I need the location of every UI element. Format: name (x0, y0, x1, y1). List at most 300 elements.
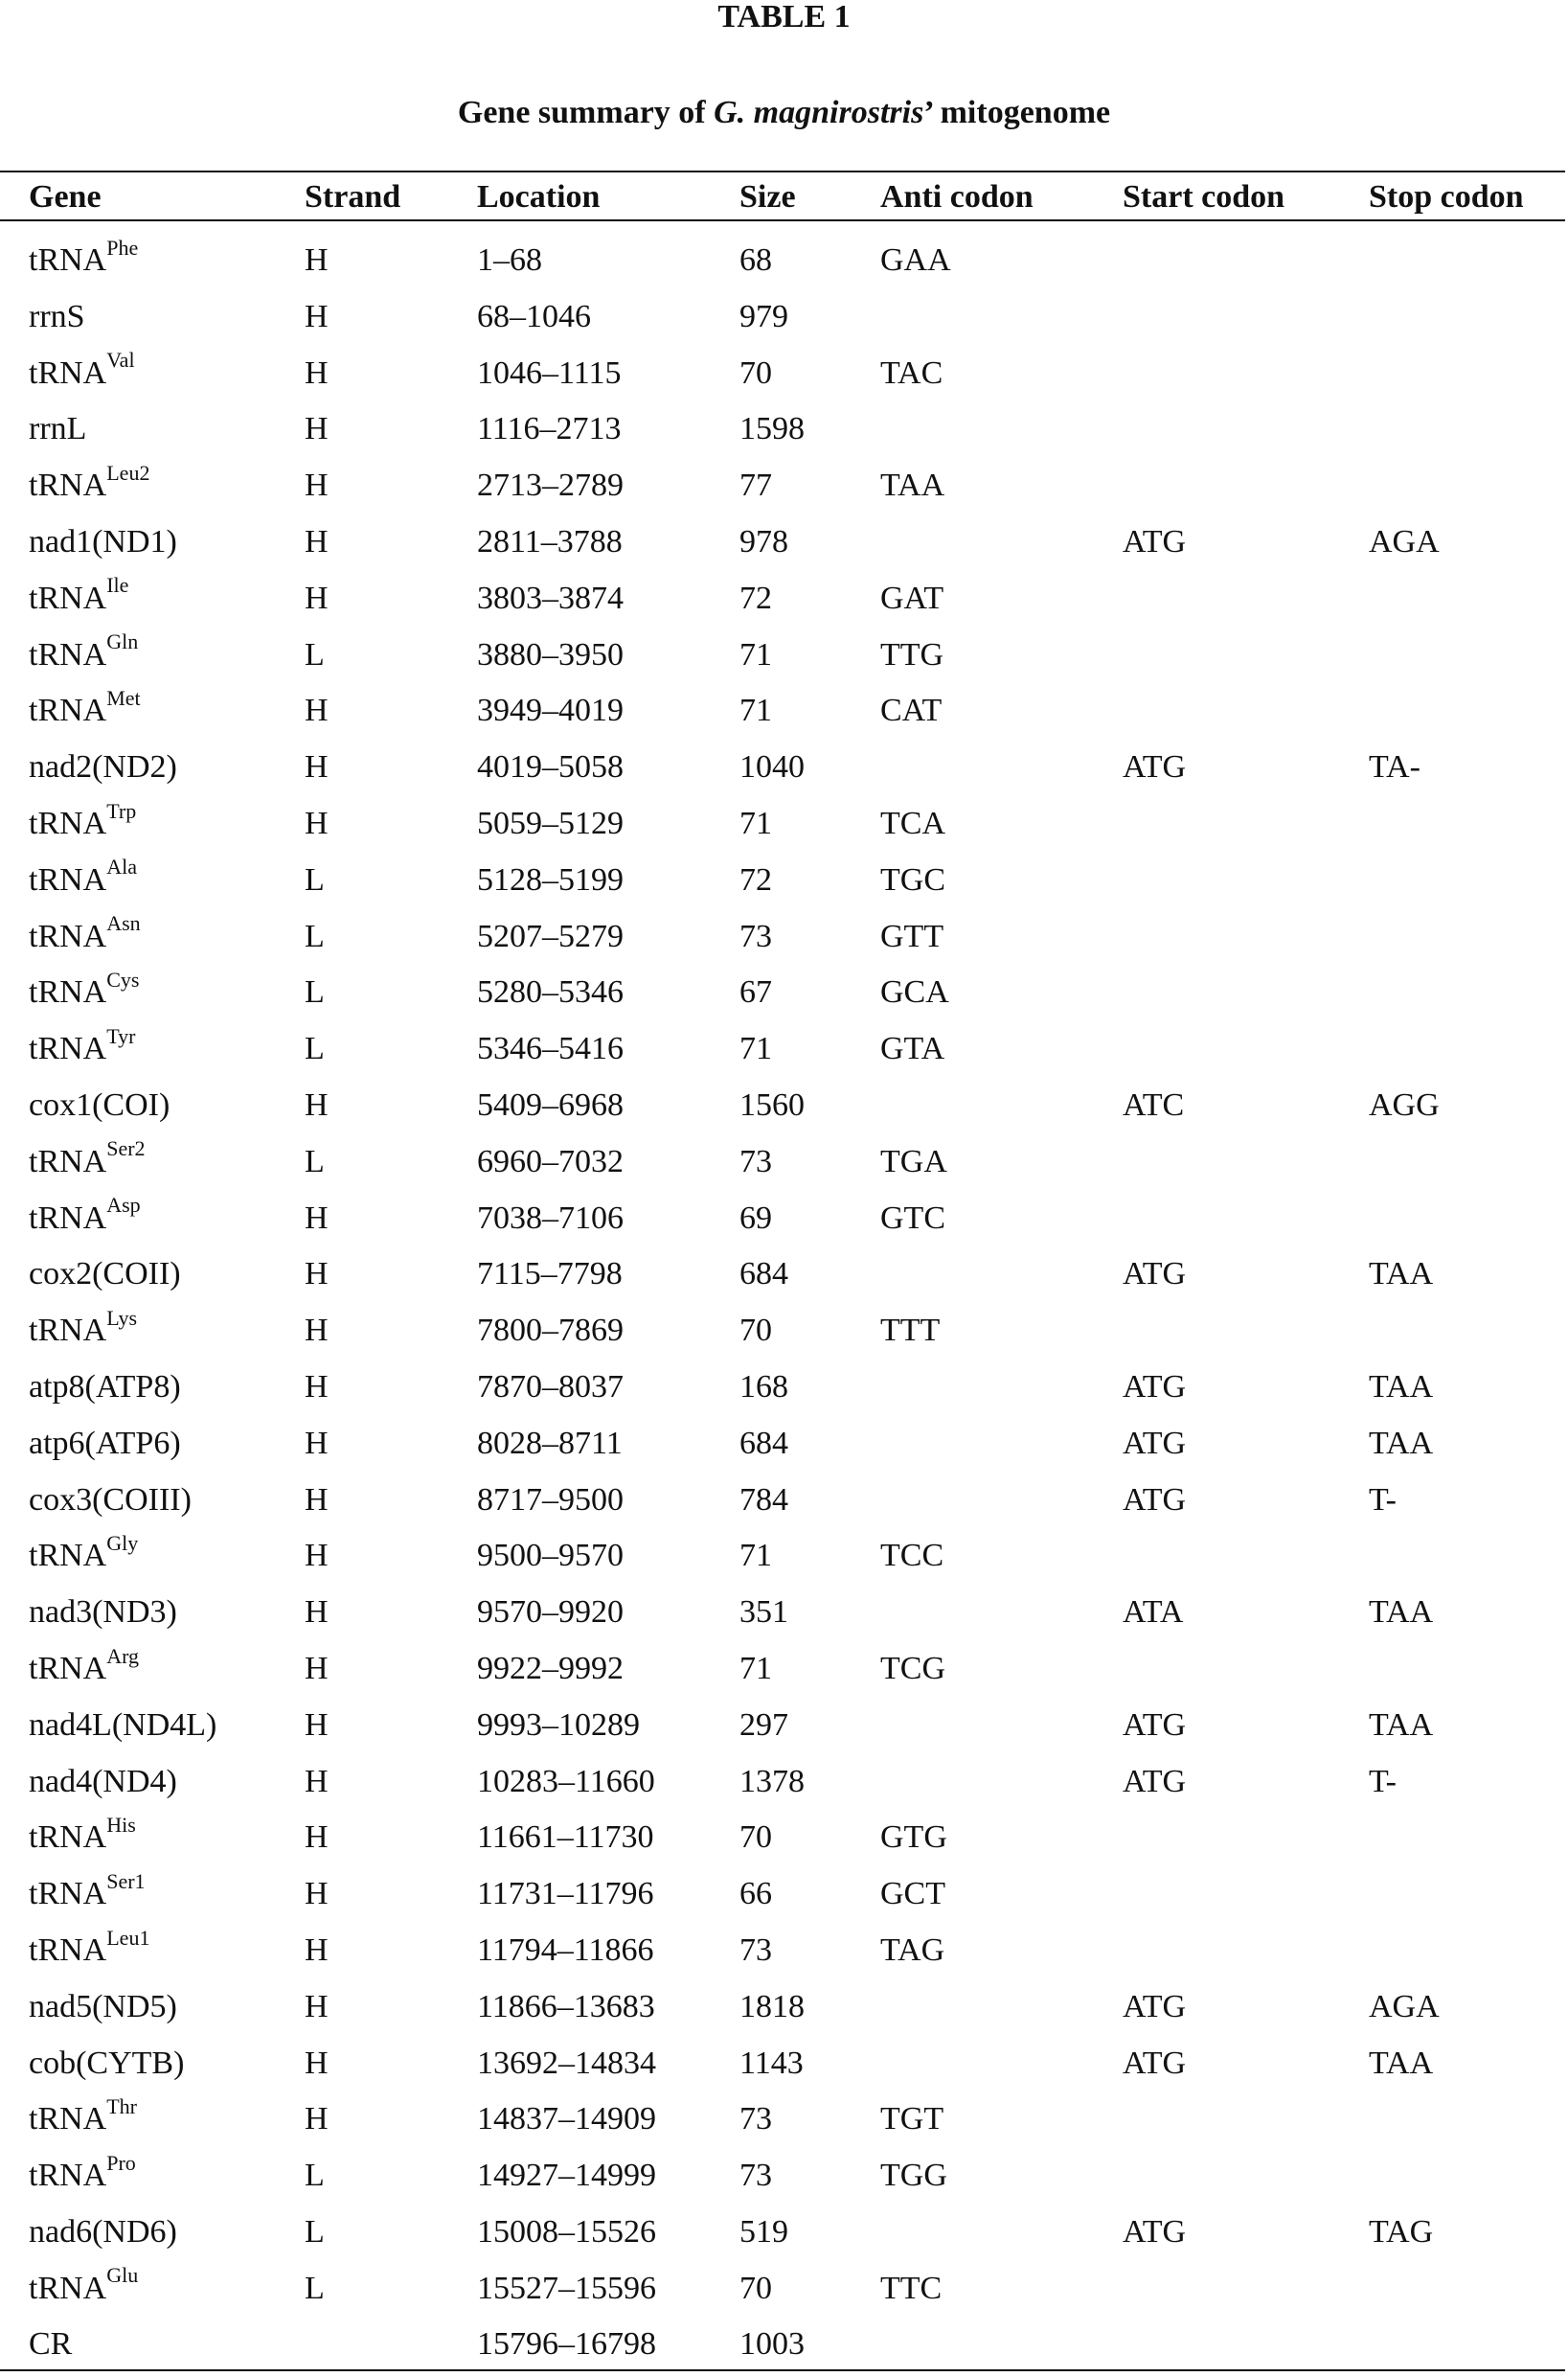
gene-superscript: Tyr (106, 1023, 136, 1048)
gene-name: rrnL (29, 411, 87, 447)
cell-location: 3880–3950 (477, 636, 624, 673)
cell-size: 519 (739, 2213, 788, 2250)
table-row (0, 687, 1568, 743)
cell-strand: H (305, 1594, 329, 1631)
gene-superscript: Pro (106, 2150, 136, 2175)
cell-size: 1560 (739, 1086, 805, 1123)
cell-location: 8028–8711 (477, 1425, 623, 1461)
cell-strand: H (305, 1538, 329, 1574)
cell-strand: H (305, 1425, 329, 1461)
cell-gene (29, 1191, 141, 1247)
gene-name: tRNA (29, 861, 107, 898)
cell-anti-codon: TCA (880, 805, 945, 841)
gene-name: nad1(ND1) (29, 523, 177, 560)
cell-location: 8717–9500 (477, 1481, 624, 1518)
cell-size: 73 (739, 1143, 772, 1179)
cell-start-codon: ATG (1123, 749, 1187, 786)
table-row (0, 2095, 1568, 2152)
cell-stop-codon: TAA (1369, 1425, 1434, 1461)
cell-strand: H (305, 1763, 329, 1799)
table-header-row (0, 176, 1568, 218)
cell-strand: H (305, 468, 329, 504)
cell-size: 72 (739, 861, 772, 898)
cell-start-codon: ATG (1123, 1368, 1187, 1405)
cell-gene (29, 853, 137, 909)
gene-superscript: Gly (106, 1531, 139, 1555)
gene-superscript: Asn (106, 911, 141, 936)
cell-stop-codon: TA- (1369, 749, 1420, 786)
cell-stop-codon: TAA (1369, 2045, 1434, 2081)
cell-location: 9922–9992 (477, 1650, 624, 1686)
gene-name: nad3(ND3) (29, 1594, 177, 1631)
cell-location: 5128–5199 (477, 861, 624, 898)
cell-start-codon: ATG (1123, 1763, 1187, 1799)
cell-location: 14927–14999 (477, 2158, 656, 2194)
cell-stop-codon: AGA (1369, 523, 1440, 560)
gene-superscript: Thr (106, 2093, 137, 2118)
gene-superscript: His (106, 1812, 136, 1837)
table-row (0, 237, 1568, 293)
cell-strand: H (305, 298, 329, 334)
cell-start-codon: ATG (1123, 1481, 1187, 1518)
cell-strand: H (305, 2045, 329, 2081)
gene-name: cob(CYTB) (29, 2045, 185, 2081)
cell-anti-codon: TGA (880, 1143, 947, 1179)
cell-stop-codon: TAA (1369, 1256, 1434, 1292)
cell-gene (29, 1585, 177, 1641)
cell-anti-codon: GTA (880, 1031, 945, 1067)
table-row (0, 1645, 1568, 1702)
table-label: TABLE 1 (717, 0, 851, 34)
gene-name: nad5(ND5) (29, 1988, 177, 2024)
cell-gene (29, 2317, 72, 2373)
cell-size: 351 (739, 1594, 788, 1631)
table-row (0, 1758, 1568, 1815)
cell-location: 5207–5279 (477, 918, 624, 954)
gene-name: tRNA (29, 1538, 107, 1574)
cell-location: 2713–2789 (477, 468, 624, 504)
cell-anti-codon: GAT (880, 580, 944, 616)
gene-superscript: Glu (106, 2263, 139, 2288)
gene-name: tRNA (29, 580, 107, 616)
cell-size: 77 (739, 468, 772, 504)
table-row (0, 800, 1568, 857)
gene-superscript: Phe (106, 235, 139, 260)
column-header-gene: Gene (29, 179, 102, 215)
cell-strand: H (305, 2101, 329, 2137)
gene-name: tRNA (29, 1931, 107, 1968)
table-row (0, 1363, 1568, 1420)
cell-size: 70 (739, 1313, 772, 1349)
column-header-stop-codon: Stop codon (1369, 179, 1524, 215)
gene-name: tRNA (29, 1313, 107, 1349)
gene-superscript: Trp (106, 798, 137, 823)
cell-gene (29, 796, 136, 853)
cell-size: 1003 (739, 2326, 805, 2363)
table-top-rule (0, 171, 1565, 172)
table-row (0, 857, 1568, 913)
gene-name: tRNA (29, 1650, 107, 1686)
table-row (0, 743, 1568, 800)
gene-name: tRNA (29, 2101, 107, 2137)
cell-location: 15527–15596 (477, 2270, 656, 2306)
cell-size: 73 (739, 918, 772, 954)
gene-name: tRNA (29, 636, 107, 673)
cell-gene (29, 1021, 135, 1078)
gene-name: tRNA (29, 242, 107, 278)
cell-anti-codon: TAC (880, 354, 943, 391)
cell-size: 66 (739, 1876, 772, 1912)
cell-location: 11661–11730 (477, 1819, 654, 1856)
gene-name: cox2(COII) (29, 1256, 181, 1292)
cell-stop-codon: TAA (1369, 1368, 1434, 1405)
cell-strand: H (305, 411, 329, 447)
cell-gene (29, 1754, 177, 1811)
cell-strand: L (305, 2213, 325, 2250)
cell-gene (29, 1078, 170, 1134)
cell-anti-codon: GTC (880, 1200, 945, 1236)
cell-gene (29, 1810, 136, 1866)
cell-size: 69 (739, 1200, 772, 1236)
cell-gene (29, 346, 135, 402)
gene-name: tRNA (29, 354, 107, 391)
table-row (0, 293, 1568, 350)
cell-location: 7115–7798 (477, 1256, 623, 1292)
cell-anti-codon: TAA (880, 468, 945, 504)
cell-anti-codon: TAG (880, 1931, 945, 1968)
cell-size: 1040 (739, 749, 805, 786)
cell-anti-codon: GTT (880, 918, 944, 954)
table-bottom-rule (0, 2369, 1565, 2371)
cell-strand: L (305, 1143, 325, 1179)
cell-strand: H (305, 580, 329, 616)
gene-name: nad2(ND2) (29, 749, 177, 786)
table-row (0, 1870, 1568, 1927)
cell-gene (29, 571, 128, 628)
cell-size: 684 (739, 1256, 788, 1292)
cell-gene (29, 1416, 181, 1473)
cell-gene (29, 2261, 138, 2318)
cell-stop-codon: T- (1369, 1763, 1397, 1799)
cell-strand: L (305, 918, 325, 954)
cell-strand: H (305, 805, 329, 841)
cell-location: 3803–3874 (477, 580, 624, 616)
cell-gene (29, 1360, 181, 1416)
cell-size: 73 (739, 2101, 772, 2137)
cell-anti-codon: GCT (880, 1876, 945, 1912)
cell-gene (29, 1698, 216, 1754)
cell-strand: H (305, 1200, 329, 1236)
cell-location: 13692–14834 (477, 2045, 656, 2081)
cell-gene (29, 683, 141, 740)
cell-strand: H (305, 1931, 329, 1968)
gene-name: tRNA (29, 1876, 107, 1912)
cell-gene (29, 909, 141, 966)
gene-name: tRNA (29, 1143, 107, 1179)
table-row (0, 913, 1568, 970)
cell-location: 11866–13683 (477, 1988, 655, 2024)
cell-size: 71 (739, 1031, 772, 1067)
cell-strand: H (305, 693, 329, 729)
cell-strand: L (305, 2158, 325, 2194)
table-row (0, 350, 1568, 406)
cell-size: 70 (739, 2270, 772, 2306)
cell-gene (29, 965, 139, 1021)
cell-stop-codon: TAG (1369, 2213, 1434, 2250)
gene-name: nad6(ND6) (29, 2213, 177, 2250)
table-row (0, 1307, 1568, 1363)
table-row (0, 2152, 1568, 2208)
cell-strand: H (305, 1706, 329, 1743)
cell-location: 14837–14909 (477, 2101, 656, 2137)
cell-anti-codon: TTT (880, 1313, 941, 1349)
table-row (0, 1195, 1568, 1251)
gene-name: tRNA (29, 974, 107, 1011)
gene-superscript: Ser2 (106, 1136, 146, 1161)
gene-name: nad4(ND4) (29, 1763, 177, 1799)
cell-stop-codon: AGG (1369, 1086, 1440, 1123)
cell-size: 73 (739, 2158, 772, 2194)
table-row (0, 1927, 1568, 1983)
cell-strand: L (305, 1031, 325, 1067)
gene-name: CR (29, 2326, 73, 2363)
gene-name: tRNA (29, 468, 107, 504)
column-header-strand: Strand (305, 179, 401, 215)
column-header-anti-codon: Anti codon (880, 179, 1034, 215)
cell-gene (29, 2091, 137, 2148)
cell-stop-codon: TAA (1369, 1594, 1434, 1631)
cell-anti-codon: GAA (880, 242, 951, 278)
cell-gene (29, 1473, 192, 1529)
cell-size: 979 (739, 298, 788, 334)
cell-size: 71 (739, 1650, 772, 1686)
cell-strand: L (305, 636, 325, 673)
cell-size: 978 (739, 523, 788, 560)
cell-gene (29, 2205, 177, 2261)
gene-name: rrnS (29, 298, 85, 334)
cell-location: 1116–2713 (477, 411, 622, 447)
table-row (0, 2265, 1568, 2321)
cell-gene (29, 740, 177, 796)
cell-location: 4019–5058 (477, 749, 624, 786)
gene-name: tRNA (29, 1819, 107, 1856)
cell-strand: L (305, 861, 325, 898)
cell-strand: H (305, 242, 329, 278)
table-caption (0, 94, 1568, 132)
cell-gene (29, 1134, 146, 1191)
cell-strand: H (305, 749, 329, 786)
gene-superscript: Ile (106, 573, 129, 598)
cell-strand: H (305, 1368, 329, 1405)
table-body (0, 237, 1568, 2377)
cell-start-codon: ATG (1123, 1706, 1187, 1743)
gene-name: atp6(ATP6) (29, 1425, 181, 1461)
cell-strand: H (305, 1819, 329, 1856)
caption-species: G. magnirostris (714, 95, 924, 130)
gene-superscript: Cys (106, 968, 140, 993)
gene-name: tRNA (29, 2158, 107, 2194)
cell-anti-codon: TTG (880, 636, 944, 673)
gene-name: tRNA (29, 805, 107, 841)
gene-superscript: Ser1 (106, 1868, 146, 1893)
cell-anti-codon: TGG (880, 2158, 947, 2194)
cell-gene (29, 1303, 137, 1360)
cell-strand: L (305, 974, 325, 1011)
gene-superscript: Ala (106, 855, 137, 880)
table-row (0, 1082, 1568, 1138)
gene-name: nad4L(ND4L) (29, 1706, 217, 1743)
gene-superscript: Leu1 (106, 1925, 150, 1950)
gene-superscript: Arg (106, 1643, 140, 1668)
gene-name: cox3(COIII) (29, 1481, 192, 1518)
table-row (0, 1250, 1568, 1307)
cell-location: 5346–5416 (477, 1031, 624, 1067)
cell-stop-codon: T- (1369, 1481, 1397, 1518)
table-row (0, 1814, 1568, 1870)
cell-location: 11794–11866 (477, 1931, 654, 1968)
table-row (0, 405, 1568, 462)
cell-start-codon: ATA (1123, 1594, 1184, 1631)
cell-strand: H (305, 1988, 329, 2024)
gene-superscript: Lys (106, 1305, 138, 1330)
cell-anti-codon: TCG (880, 1650, 945, 1686)
cell-gene (29, 1979, 177, 2036)
table-row (0, 1138, 1568, 1195)
gene-superscript: Asp (106, 1193, 141, 1218)
gene-name: tRNA (29, 1200, 107, 1236)
cell-location: 11731–11796 (477, 1876, 654, 1912)
table-row (0, 1476, 1568, 1533)
cell-size: 684 (739, 1425, 788, 1461)
table-row (0, 1420, 1568, 1476)
column-header-start-codon: Start codon (1123, 179, 1285, 215)
cell-location: 15796–16798 (477, 2326, 656, 2363)
table-row (0, 462, 1568, 518)
cell-start-codon: ATG (1123, 2213, 1187, 2250)
gene-name: tRNA (29, 693, 107, 729)
cell-gene (29, 514, 177, 571)
cell-size: 71 (739, 1538, 772, 1574)
cell-strand: H (305, 1650, 329, 1686)
cell-location: 9570–9920 (477, 1594, 624, 1631)
table-row (0, 1025, 1568, 1082)
cell-gene (29, 289, 85, 346)
cell-anti-codon: TCC (880, 1538, 944, 1574)
table-row (0, 1532, 1568, 1588)
cell-location: 1046–1115 (477, 354, 622, 391)
cell-start-codon: ATG (1123, 1425, 1187, 1461)
cell-size: 1378 (739, 1763, 805, 1799)
cell-strand: H (305, 1256, 329, 1292)
gene-name: atp8(ATP8) (29, 1368, 181, 1405)
cell-location: 15008–15526 (477, 2213, 656, 2250)
cell-gene (29, 1246, 181, 1303)
cell-size: 67 (739, 974, 772, 1011)
cell-stop-codon: AGA (1369, 1988, 1440, 2024)
table-row (0, 575, 1568, 631)
cell-size: 73 (739, 1931, 772, 1968)
cell-location: 2811–3788 (477, 523, 623, 560)
cell-strand: L (305, 2270, 325, 2306)
cell-location: 9993–10289 (477, 1706, 640, 1743)
cell-location: 5409–6968 (477, 1086, 624, 1123)
cell-gene (29, 1641, 139, 1698)
table-row (0, 2040, 1568, 2096)
cell-size: 168 (739, 1368, 788, 1405)
cell-start-codon: ATG (1123, 2045, 1187, 2081)
cell-location: 10283–11660 (477, 1763, 655, 1799)
cell-strand: H (305, 1313, 329, 1349)
column-header-size: Size (739, 179, 796, 215)
cell-location: 7870–8037 (477, 1368, 624, 1405)
cell-size: 71 (739, 805, 772, 841)
cell-size: 70 (739, 354, 772, 391)
cell-anti-codon: TTC (880, 2270, 943, 2306)
cell-size: 784 (739, 1481, 788, 1518)
cell-gene (29, 1528, 138, 1585)
cell-size: 71 (739, 636, 772, 673)
table-row (0, 969, 1568, 1025)
cell-anti-codon: TGC (880, 861, 945, 898)
cell-strand: H (305, 354, 329, 391)
table-row (0, 631, 1568, 688)
cell-size: 1143 (739, 2045, 804, 2081)
cell-gene (29, 2148, 136, 2205)
cell-location: 7038–7106 (477, 1200, 624, 1236)
gene-name: tRNA (29, 1031, 107, 1067)
cell-size: 1598 (739, 411, 805, 447)
cell-strand: H (305, 1086, 329, 1123)
gene-name: cox1(COI) (29, 1086, 170, 1123)
cell-location: 68–1046 (477, 298, 591, 334)
gene-name: tRNA (29, 918, 107, 954)
caption-suffix: ’ mitogenome (923, 95, 1111, 130)
cell-location: 5280–5346 (477, 974, 624, 1011)
cell-anti-codon: GCA (880, 974, 949, 1011)
column-header-location: Location (477, 179, 601, 215)
cell-anti-codon: CAT (880, 693, 943, 729)
cell-strand: H (305, 1481, 329, 1518)
cell-location: 5059–5129 (477, 805, 624, 841)
cell-gene (29, 458, 149, 514)
cell-location: 1–68 (477, 242, 542, 278)
cell-location: 3949–4019 (477, 693, 624, 729)
table-row (0, 1702, 1568, 1758)
gene-superscript: Gln (106, 629, 139, 654)
table-row (0, 1588, 1568, 1645)
cell-anti-codon: TGT (880, 2101, 944, 2137)
cell-location: 7800–7869 (477, 1313, 624, 1349)
cell-strand: H (305, 1876, 329, 1912)
cell-start-codon: ATG (1123, 1988, 1187, 2024)
cell-location: 9500–9570 (477, 1538, 624, 1574)
table-row (0, 518, 1568, 575)
cell-size: 68 (739, 242, 772, 278)
cell-gene (29, 401, 86, 458)
gene-superscript: Val (106, 348, 135, 373)
table-row (0, 2208, 1568, 2265)
cell-stop-codon: TAA (1369, 1706, 1434, 1743)
cell-start-codon: ATC (1123, 1086, 1185, 1123)
gene-superscript: Met (106, 686, 141, 711)
caption-prefix: Gene summary of (457, 95, 715, 130)
cell-strand: H (305, 523, 329, 560)
cell-size: 71 (739, 693, 772, 729)
cell-gene (29, 628, 138, 684)
cell-size: 70 (739, 1819, 772, 1856)
table-row (0, 1983, 1568, 2040)
cell-size: 1818 (739, 1988, 805, 2024)
